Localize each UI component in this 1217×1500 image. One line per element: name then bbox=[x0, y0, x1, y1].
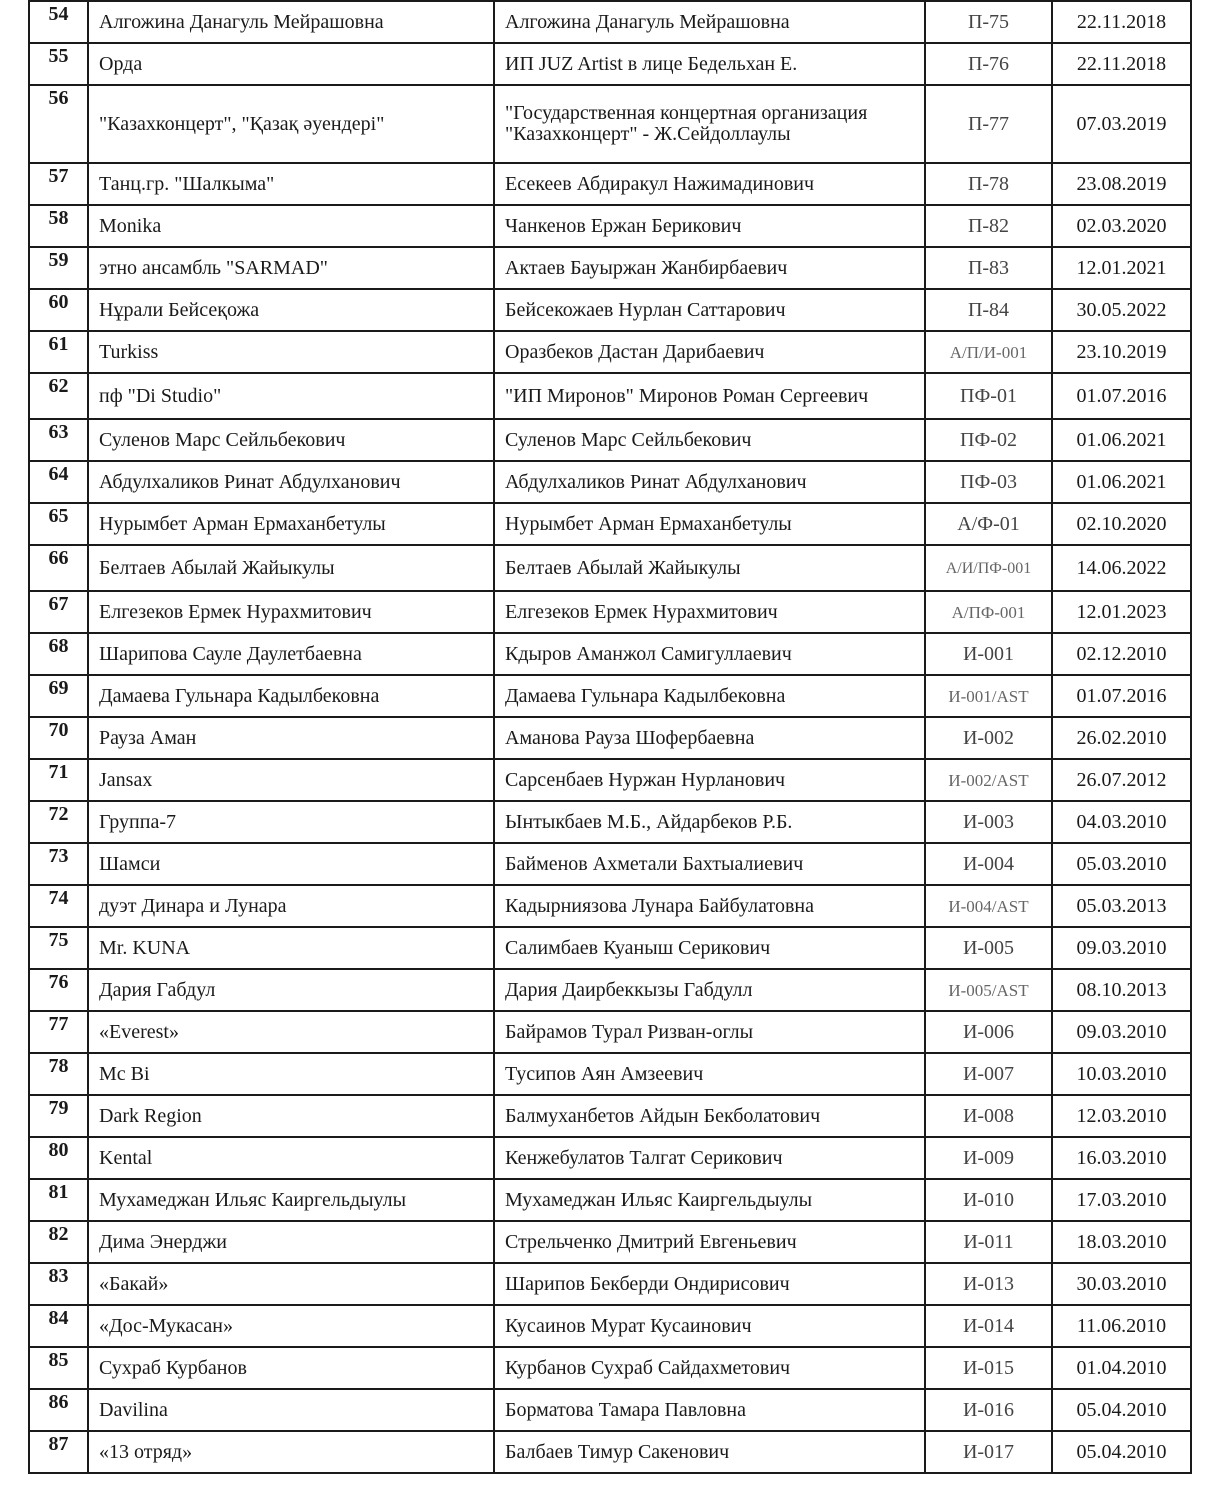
row-number: 62 bbox=[29, 373, 88, 419]
performer-name: Сухраб Курбанов bbox=[88, 1347, 494, 1389]
row-number: 57 bbox=[29, 163, 88, 205]
registration-code: А/И/ПФ-001 bbox=[925, 545, 1052, 591]
row-number: 87 bbox=[29, 1431, 88, 1473]
rights-holder: Оразбеков Дастан Дарибаевич bbox=[494, 331, 925, 373]
table-row bbox=[29, 1389, 1191, 1431]
row-number: 69 bbox=[29, 675, 88, 717]
row-number: 71 bbox=[29, 759, 88, 801]
row-number: 77 bbox=[29, 1011, 88, 1053]
performer-name: дуэт Динара и Лунара bbox=[88, 885, 494, 927]
row-number: 74 bbox=[29, 885, 88, 927]
performer-name: Шарипова Сауле Даулетбаевна bbox=[88, 633, 494, 675]
table-row bbox=[29, 1263, 1191, 1305]
registration-code: И-011 bbox=[925, 1221, 1052, 1263]
registration-date: 11.06.2010 bbox=[1052, 1305, 1191, 1347]
registration-date: 01.06.2021 bbox=[1052, 419, 1191, 461]
performer-name: «13 отряд» bbox=[88, 1431, 494, 1473]
performer-name: Белтаев Абылай Жайыкулы bbox=[88, 545, 494, 591]
row-number: 80 bbox=[29, 1137, 88, 1179]
row-number: 85 bbox=[29, 1347, 88, 1389]
row-number: 55 bbox=[29, 43, 88, 85]
performer-name: Mc Bi bbox=[88, 1053, 494, 1095]
registration-code: П-76 bbox=[925, 43, 1052, 85]
registration-code: И-001 bbox=[925, 633, 1052, 675]
row-number: 63 bbox=[29, 419, 88, 461]
row-number: 60 bbox=[29, 289, 88, 331]
row-number: 83 bbox=[29, 1263, 88, 1305]
registration-code: П-78 bbox=[925, 163, 1052, 205]
registration-code: И-008 bbox=[925, 1095, 1052, 1137]
rights-holder: ИП JUZ Artist в лице Бедельхан Е. bbox=[494, 43, 925, 85]
table-row bbox=[29, 801, 1191, 843]
performer-name: Рауза Аман bbox=[88, 717, 494, 759]
rights-holder: Есекеев Абдиракул Нажимадинович bbox=[494, 163, 925, 205]
table-row bbox=[29, 591, 1191, 633]
registration-code: И-005 bbox=[925, 927, 1052, 969]
performer-name: Дамаева Гульнара Кадылбековна bbox=[88, 675, 494, 717]
row-number: 73 bbox=[29, 843, 88, 885]
table-row bbox=[29, 717, 1191, 759]
performer-name: Kental bbox=[88, 1137, 494, 1179]
table-row bbox=[29, 969, 1191, 1011]
registration-code: ПФ-02 bbox=[925, 419, 1052, 461]
registration-date: 09.03.2010 bbox=[1052, 1011, 1191, 1053]
rights-holder: Абдулхаликов Ринат Абдулханович bbox=[494, 461, 925, 503]
row-number: 66 bbox=[29, 545, 88, 591]
row-number: 86 bbox=[29, 1389, 88, 1431]
registration-date: 17.03.2010 bbox=[1052, 1179, 1191, 1221]
rights-holder: Кусаинов Мурат Кусаинович bbox=[494, 1305, 925, 1347]
rights-holder: Елгезеков Ермек Нурахмитович bbox=[494, 591, 925, 633]
rights-holder: Актаев Бауыржан Жанбирбаевич bbox=[494, 247, 925, 289]
registration-code: П-84 bbox=[925, 289, 1052, 331]
registration-date: 01.07.2016 bbox=[1052, 675, 1191, 717]
performer-name: пф "Di Studio" bbox=[88, 373, 494, 419]
performer-name: Дария Габдул bbox=[88, 969, 494, 1011]
rights-holder: "Государственная концертная организация "Казахконцерт" - Ж.Сейдоллаулы bbox=[494, 85, 925, 163]
table-row bbox=[29, 1137, 1191, 1179]
table-row bbox=[29, 1, 1191, 43]
row-number: 75 bbox=[29, 927, 88, 969]
table-row bbox=[29, 163, 1191, 205]
rights-holder: Байменов Ахметали Бахтыалиевич bbox=[494, 843, 925, 885]
performer-name: Шамси bbox=[88, 843, 494, 885]
registration-code: И-017 bbox=[925, 1431, 1052, 1473]
registration-date: 12.01.2021 bbox=[1052, 247, 1191, 289]
rights-holder: Кадырниязова Лунара Байбулатовна bbox=[494, 885, 925, 927]
table-row bbox=[29, 675, 1191, 717]
rights-holder: Ынтыкбаев М.Б., Айдарбеков Р.Б. bbox=[494, 801, 925, 843]
registration-date: 14.06.2022 bbox=[1052, 545, 1191, 591]
registration-code: И-004/AST bbox=[925, 885, 1052, 927]
performer-name: Turkiss bbox=[88, 331, 494, 373]
registration-date: 22.11.2018 bbox=[1052, 1, 1191, 43]
table-row bbox=[29, 1431, 1191, 1473]
performer-name: Monika bbox=[88, 205, 494, 247]
registration-code: И-006 bbox=[925, 1011, 1052, 1053]
registration-code: И-002/AST bbox=[925, 759, 1052, 801]
performer-name: Мухамеджан Ильяс Каиргельдыулы bbox=[88, 1179, 494, 1221]
row-number: 82 bbox=[29, 1221, 88, 1263]
table-row bbox=[29, 43, 1191, 85]
rights-holder: Суленов Марс Сейльбекович bbox=[494, 419, 925, 461]
registration-date: 07.03.2019 bbox=[1052, 85, 1191, 163]
registration-date: 12.03.2010 bbox=[1052, 1095, 1191, 1137]
table-row bbox=[29, 1179, 1191, 1221]
performer-name: Jansax bbox=[88, 759, 494, 801]
registration-date: 18.03.2010 bbox=[1052, 1221, 1191, 1263]
registration-date: 04.03.2010 bbox=[1052, 801, 1191, 843]
registration-code: И-003 bbox=[925, 801, 1052, 843]
registration-date: 01.07.2016 bbox=[1052, 373, 1191, 419]
registration-date: 05.04.2010 bbox=[1052, 1389, 1191, 1431]
rights-holder: Тусипов Аян Амзеевич bbox=[494, 1053, 925, 1095]
registration-code: И-014 bbox=[925, 1305, 1052, 1347]
performer-name: Mr. KUNA bbox=[88, 927, 494, 969]
rights-holder: Алгожина Данагуль Мейрашовна bbox=[494, 1, 925, 43]
table-row bbox=[29, 1053, 1191, 1095]
registration-code: И-005/AST bbox=[925, 969, 1052, 1011]
registration-date: 30.05.2022 bbox=[1052, 289, 1191, 331]
registration-code: П-83 bbox=[925, 247, 1052, 289]
registration-code: А/Ф-01 bbox=[925, 503, 1052, 545]
performer-name: Нурымбет Арман Ермаханбетулы bbox=[88, 503, 494, 545]
registration-date: 02.12.2010 bbox=[1052, 633, 1191, 675]
rights-holder: Аманова Рауза Шофербаевна bbox=[494, 717, 925, 759]
registry-table bbox=[28, 0, 1192, 1474]
performer-name: этно ансамбль "SARMAD" bbox=[88, 247, 494, 289]
table-row bbox=[29, 503, 1191, 545]
registration-date: 05.04.2010 bbox=[1052, 1431, 1191, 1473]
performer-name: Орда bbox=[88, 43, 494, 85]
registration-date: 01.04.2010 bbox=[1052, 1347, 1191, 1389]
rights-holder: Дария Даирбеккызы Габдулл bbox=[494, 969, 925, 1011]
registration-date: 08.10.2013 bbox=[1052, 969, 1191, 1011]
registration-code: ПФ-03 bbox=[925, 461, 1052, 503]
table-row bbox=[29, 545, 1191, 591]
registration-code: П-82 bbox=[925, 205, 1052, 247]
rights-holder: Кдыров Аманжол Самигуллаевич bbox=[494, 633, 925, 675]
rights-holder: Сарсенбаев Нуржан Нурланович bbox=[494, 759, 925, 801]
registration-date: 23.08.2019 bbox=[1052, 163, 1191, 205]
performer-name: Дима Энерджи bbox=[88, 1221, 494, 1263]
row-number: 76 bbox=[29, 969, 88, 1011]
row-number: 84 bbox=[29, 1305, 88, 1347]
table-row bbox=[29, 1095, 1191, 1137]
rights-holder: Шарипов Бекберди Ондирисович bbox=[494, 1263, 925, 1305]
table-row bbox=[29, 759, 1191, 801]
performer-name: Абдулхаликов Ринат Абдулханович bbox=[88, 461, 494, 503]
rights-holder: Стрельченко Дмитрий Евгеньевич bbox=[494, 1221, 925, 1263]
registration-code: И-013 bbox=[925, 1263, 1052, 1305]
table-row bbox=[29, 1011, 1191, 1053]
performer-name: «Бакай» bbox=[88, 1263, 494, 1305]
performer-name: Нұрали Бейсеқожа bbox=[88, 289, 494, 331]
table-row bbox=[29, 331, 1191, 373]
rights-holder: Курбанов Сухраб Сайдахметович bbox=[494, 1347, 925, 1389]
table-row bbox=[29, 1347, 1191, 1389]
table-row bbox=[29, 289, 1191, 331]
performer-name: "Казахконцерт", "Қазақ әуендері" bbox=[88, 85, 494, 163]
table-row bbox=[29, 885, 1191, 927]
performer-name: Davilina bbox=[88, 1389, 494, 1431]
row-number: 65 bbox=[29, 503, 88, 545]
rights-holder: Салимбаев Куаныш Серикович bbox=[494, 927, 925, 969]
row-number: 81 bbox=[29, 1179, 88, 1221]
rights-holder: Бейсекожаев Нурлан Саттарович bbox=[494, 289, 925, 331]
registration-date: 26.07.2012 bbox=[1052, 759, 1191, 801]
row-number: 79 bbox=[29, 1095, 88, 1137]
row-number: 59 bbox=[29, 247, 88, 289]
registration-date: 22.11.2018 bbox=[1052, 43, 1191, 85]
row-number: 58 bbox=[29, 205, 88, 247]
rights-holder: Белтаев Абылай Жайыкулы bbox=[494, 545, 925, 591]
performer-name: Dark Region bbox=[88, 1095, 494, 1137]
rights-holder: Кенжебулатов Талгат Серикович bbox=[494, 1137, 925, 1179]
registration-code: А/ПФ-001 bbox=[925, 591, 1052, 633]
registration-code: И-002 bbox=[925, 717, 1052, 759]
registration-code: П-75 bbox=[925, 1, 1052, 43]
table-row bbox=[29, 247, 1191, 289]
rights-holder: Мухамеджан Ильяс Каиргельдыулы bbox=[494, 1179, 925, 1221]
table-row bbox=[29, 927, 1191, 969]
rights-holder: Балбаев Тимур Сакенович bbox=[494, 1431, 925, 1473]
table-row bbox=[29, 843, 1191, 885]
row-number: 61 bbox=[29, 331, 88, 373]
rights-holder: Нурымбет Арман Ермаханбетулы bbox=[494, 503, 925, 545]
registration-code: И-015 bbox=[925, 1347, 1052, 1389]
registration-code: И-001/AST bbox=[925, 675, 1052, 717]
performer-name: Суленов Марс Сейльбекович bbox=[88, 419, 494, 461]
row-number: 72 bbox=[29, 801, 88, 843]
registration-date: 09.03.2010 bbox=[1052, 927, 1191, 969]
rights-holder: Чанкенов Ержан Берикович bbox=[494, 205, 925, 247]
registration-code: И-009 bbox=[925, 1137, 1052, 1179]
registration-date: 16.03.2010 bbox=[1052, 1137, 1191, 1179]
rights-holder: "ИП Миронов" Миронов Роман Сергеевич bbox=[494, 373, 925, 419]
registration-date: 30.03.2010 bbox=[1052, 1263, 1191, 1305]
table-row bbox=[29, 633, 1191, 675]
table-row bbox=[29, 1221, 1191, 1263]
row-number: 54 bbox=[29, 1, 88, 43]
registration-date: 26.02.2010 bbox=[1052, 717, 1191, 759]
registration-date: 05.03.2013 bbox=[1052, 885, 1191, 927]
registration-date: 12.01.2023 bbox=[1052, 591, 1191, 633]
table-row bbox=[29, 205, 1191, 247]
registration-code: И-004 bbox=[925, 843, 1052, 885]
registration-date: 02.10.2020 bbox=[1052, 503, 1191, 545]
row-number: 67 bbox=[29, 591, 88, 633]
rights-holder: Дамаева Гульнара Кадылбековна bbox=[494, 675, 925, 717]
rights-holder: Байрамов Турал Ризван-оглы bbox=[494, 1011, 925, 1053]
registration-code: И-016 bbox=[925, 1389, 1052, 1431]
table-row bbox=[29, 85, 1191, 163]
table-row bbox=[29, 461, 1191, 503]
table-row bbox=[29, 1305, 1191, 1347]
row-number: 68 bbox=[29, 633, 88, 675]
table-row bbox=[29, 373, 1191, 419]
rights-holder: Борматова Тамара Павловна bbox=[494, 1389, 925, 1431]
row-number: 56 bbox=[29, 85, 88, 163]
row-number: 64 bbox=[29, 461, 88, 503]
registration-code: П-77 bbox=[925, 85, 1052, 163]
performer-name: «Дос-Мукасан» bbox=[88, 1305, 494, 1347]
performer-name: Группа-7 bbox=[88, 801, 494, 843]
performer-name: Алгожина Данагуль Мейрашовна bbox=[88, 1, 494, 43]
registration-date: 02.03.2020 bbox=[1052, 205, 1191, 247]
registration-code: А/П/И-001 bbox=[925, 331, 1052, 373]
registration-date: 10.03.2010 bbox=[1052, 1053, 1191, 1095]
registration-date: 05.03.2010 bbox=[1052, 843, 1191, 885]
registration-code: И-007 bbox=[925, 1053, 1052, 1095]
row-number: 70 bbox=[29, 717, 88, 759]
registration-code: ПФ-01 bbox=[925, 373, 1052, 419]
registration-date: 23.10.2019 bbox=[1052, 331, 1191, 373]
performer-name: Елгезеков Ермек Нурахмитович bbox=[88, 591, 494, 633]
performer-name: «Everest» bbox=[88, 1011, 494, 1053]
row-number: 78 bbox=[29, 1053, 88, 1095]
table-row bbox=[29, 419, 1191, 461]
registration-date: 01.06.2021 bbox=[1052, 461, 1191, 503]
performer-name: Танц.гр. "Шалкыма" bbox=[88, 163, 494, 205]
rights-holder: Балмуханбетов Айдын Бекболатович bbox=[494, 1095, 925, 1137]
registration-code: И-010 bbox=[925, 1179, 1052, 1221]
